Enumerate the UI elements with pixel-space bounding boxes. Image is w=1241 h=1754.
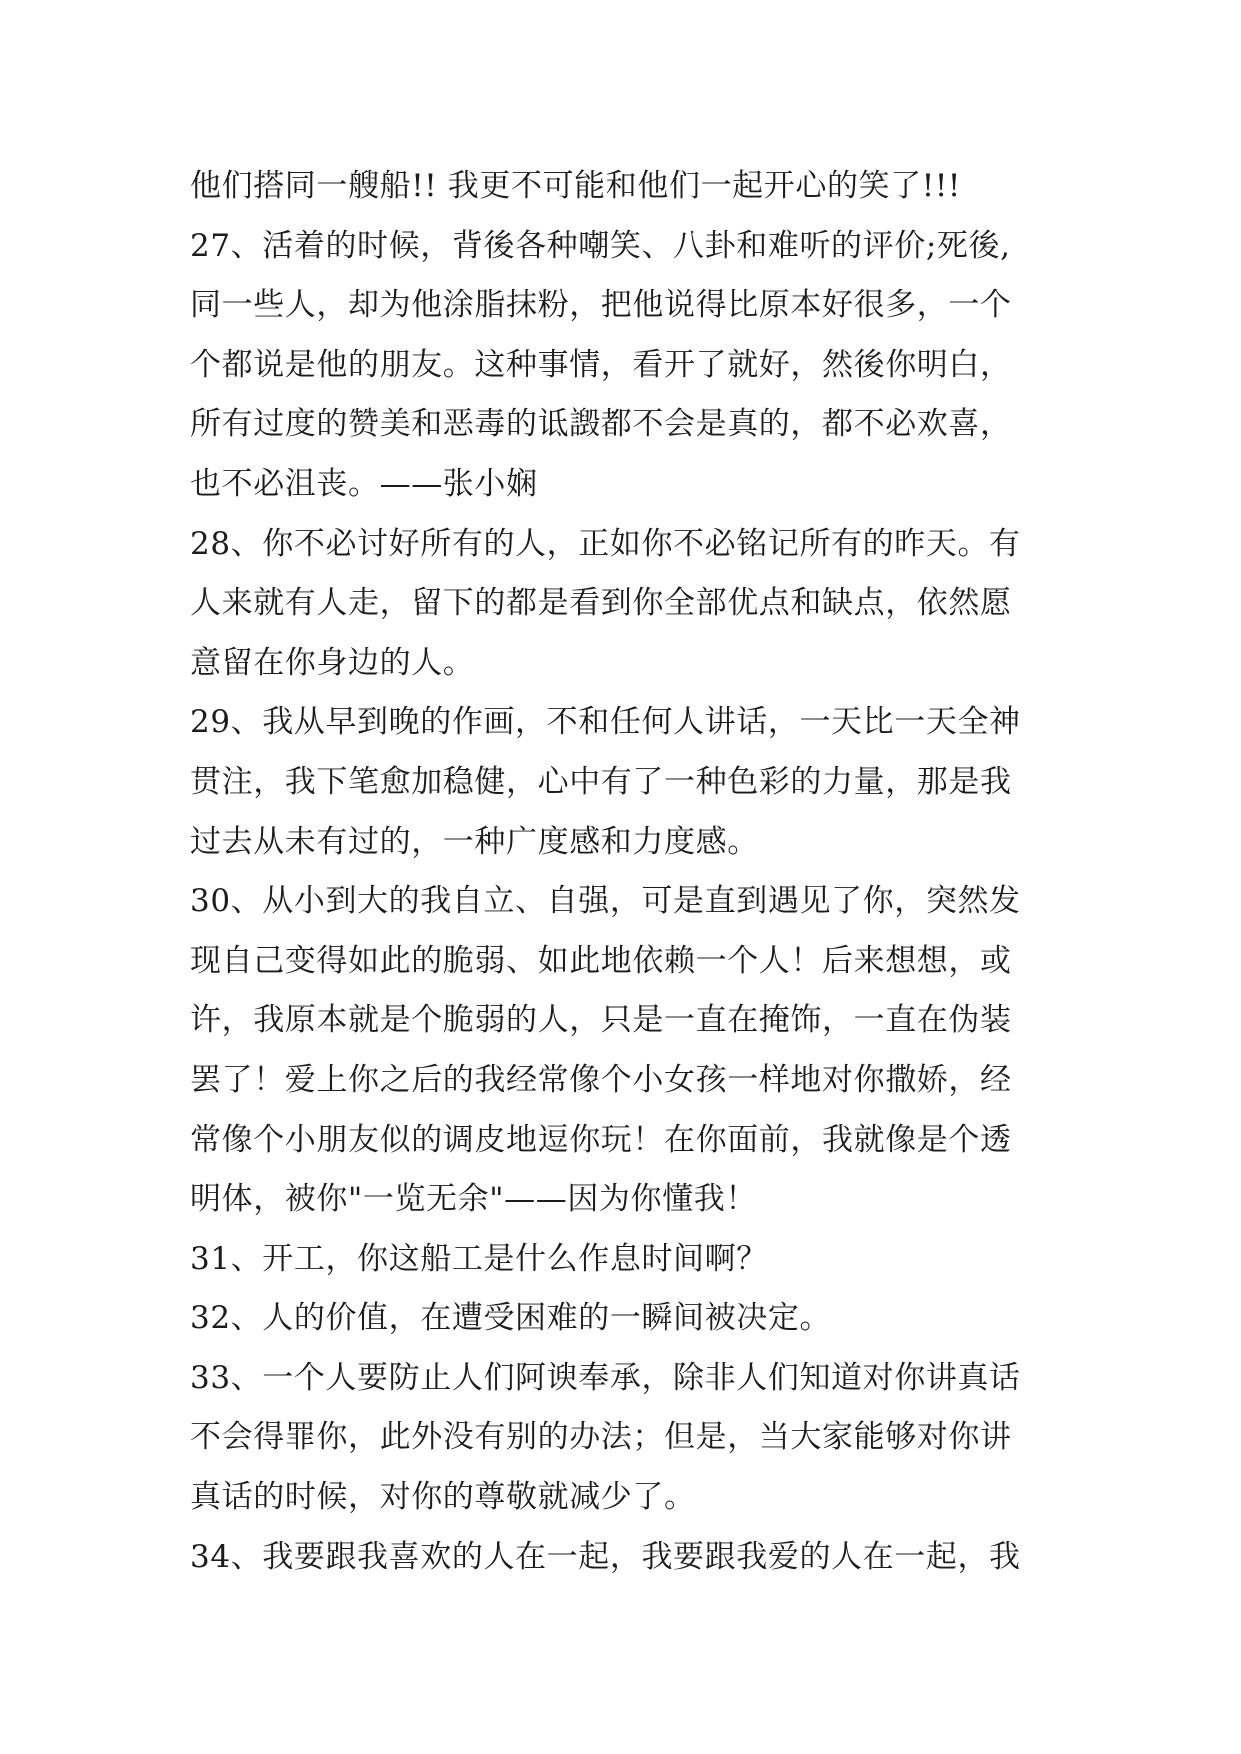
text-line: 他们搭同一艘船!! 我更不可能和他们一起开心的笑了!!! [190,168,961,204]
text-line: 也不必沮丧。——张小娴 [190,465,538,502]
text-line: 29、我从早到晚的作画，不和任何人讲话，一天比一天全神 [190,704,1021,741]
text-line: 33、一个人要防止人们阿谀奉承，除非人们知道对你讲真话 [190,1359,1021,1396]
text-line: 30、从小到大的我自立、自强，可是直到遇见了你，突然发 [190,883,1021,920]
text-line: 常像个小朋友似的调皮地逗你玩！在你面前，我就像是个透 [190,1121,1012,1158]
text-line: 28、你不必讨好所有的人，正如你不必铭记所有的昨天。有 [190,525,1021,562]
text-line: 明体，被你"一览无余"——因为你懂我！ [190,1181,757,1218]
text-line: 许，我原本就是个脆弱的人，只是一直在掩饰，一直在伪装 [190,1002,1012,1039]
text-line: 27、活着的时候，背後各种嘲笑、八卦和难听的评价;死後, [190,227,1011,264]
text-line: 34、我要跟我喜欢的人在一起，我要跟我爱的人在一起，我 [190,1538,1021,1575]
text-line: 32、人的价值，在遭受困难的一瞬间被决定。 [190,1300,832,1337]
text-line: 所有过度的赞美和恶毒的诋譭都不会是真的，都不必欢喜， [190,406,1012,443]
text-line: 不会得罪你，此外没有别的办法；但是，当大家能够对你讲 [190,1419,1012,1456]
text-line: 人来就有人走，留下的都是看到你全部优点和缺点，依然愿 [190,585,1012,622]
text-line: 罢了！爱上你之后的我经常像个小女孩一样地对你撒娇，经 [190,1061,1012,1098]
text-line: 过去从未有过的，一种广度感和力度感。 [190,823,759,860]
text-line: 个都说是他的朋友。这种事情，看开了就好，然後你明白， [190,346,1012,383]
document-body [190,157,1090,1587]
text-line: 31、开工，你这船工是什么作息时间啊？ [190,1240,768,1277]
text-line: 现自己变得如此的脆弱、如此地依赖一个人！后来想想，或 [190,942,1012,979]
text-line: 同一些人，却为他涂脂抹粉，把他说得比原本好很多，一个 [190,287,1012,324]
text-line: 贯注，我下笔愈加稳健，心中有了一种色彩的力量，那是我 [190,763,1012,800]
text-line: 意留在你身边的人。 [190,644,475,681]
text-line: 真话的时候，对你的尊敬就减少了。 [190,1479,696,1516]
